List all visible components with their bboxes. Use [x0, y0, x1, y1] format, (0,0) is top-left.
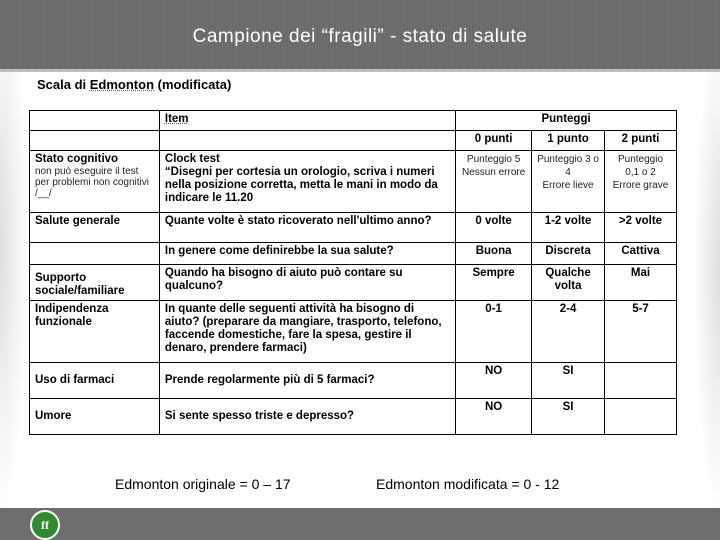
domain-cell: Uso di farmaci — [30, 363, 160, 399]
scale-title-name: Edmonton — [89, 77, 155, 92]
score-cell: 2-4 — [532, 301, 605, 363]
scores-header: Punteggi — [456, 111, 677, 131]
domain-cell — [30, 243, 160, 265]
scale-title-suffix: (modificata) — [154, 77, 232, 92]
score-cell — [605, 363, 677, 399]
item-cell: Quante volte è stato ricoverato nell'ultimo anno? — [159, 213, 455, 243]
header-divider — [0, 69, 720, 72]
score-cell: Sempre — [456, 265, 532, 301]
score-columns-row — [30, 131, 677, 151]
item-cell: In quante delle seguenti attività ha bisogno di aiuto? (preparare da mangiare, trasporto, telefono, faccende domestiche, fare la spesa, gestire il denaro, prendere farmaci) — [159, 301, 455, 363]
table-row — [30, 243, 677, 265]
item-cell: Clock test “Disegni per cortesia un orologio, scriva i numeri nella posizione corretta, metta le mani in modo da indicare le 11.20 — [159, 151, 455, 213]
score-cell: Cattiva — [605, 243, 677, 265]
domain-cell: Umore — [30, 399, 160, 435]
score-cell: NO — [456, 363, 532, 399]
table-row — [30, 399, 677, 435]
slide-header — [0, 0, 720, 72]
item-header: Item — [159, 111, 455, 131]
bottom-bar — [0, 508, 720, 540]
table-row — [30, 265, 677, 301]
score-cell: SI — [532, 399, 605, 435]
score-cell: NO — [456, 399, 532, 435]
score-cell: 0-1 — [456, 301, 532, 363]
scale-title — [37, 77, 231, 92]
table-row — [30, 151, 677, 213]
empty-cell — [159, 131, 455, 151]
item-cell: Prende regolarmente più di 5 farmaci? — [159, 363, 455, 399]
domain-cell: Salute generale — [30, 213, 160, 243]
domain-cell: Indipendenza funzionale — [30, 301, 160, 363]
domain-label: Stato cognitivo — [35, 153, 119, 165]
footer-original-range: Edmonton originale = 0 – 17 — [115, 476, 291, 492]
item-cell: Quando ha bisogno di aiuto può contare su qualcuno? — [159, 265, 455, 301]
score-cell — [605, 399, 677, 435]
scale-title-prefix: Scala di — [37, 77, 90, 92]
score-cell: >2 volte — [605, 213, 677, 243]
footer-modified-range: Edmonton modificata = 0 - 12 — [376, 476, 560, 492]
score-col-1: 1 punto — [532, 131, 605, 151]
item-cell: In genere come definirebbe la sua salute? — [159, 243, 455, 265]
score-cell: Mai — [605, 265, 677, 301]
score-col-2: 2 punti — [605, 131, 677, 151]
empty-corner-cell — [30, 111, 160, 131]
score-cell: Punteggio 0,1 o 2 Errore grave — [605, 151, 677, 213]
table-row — [30, 213, 677, 243]
slide-title: Campione dei “fragili” - stato di salute — [192, 26, 528, 47]
domain-note: non può eseguire il test per problemi non cognitivi /__/ — [35, 166, 149, 199]
empty-cell — [30, 131, 160, 151]
edmonton-scale-table — [29, 110, 677, 435]
score-cell: SI — [532, 363, 605, 399]
score-col-0: 0 punti — [456, 131, 532, 151]
item-cell: Si sente spesso triste e depresso? — [159, 399, 455, 435]
score-cell: Punteggio 5 Nessun errore — [456, 151, 532, 213]
score-cell: Discreta — [532, 243, 605, 265]
domain-cell: Supporto sociale/familiare — [30, 265, 160, 301]
score-cell: 1-2 volte — [532, 213, 605, 243]
domain-cell — [30, 151, 160, 213]
score-cell: Punteggio 3 o 4 Errore lieve — [532, 151, 605, 213]
score-cell: Qualche volta — [532, 265, 605, 301]
score-cell: Buona — [456, 243, 532, 265]
logo-icon: ff — [30, 510, 60, 540]
left-decoration — [0, 72, 28, 512]
table-header-row — [30, 111, 677, 131]
table-row — [30, 301, 677, 363]
right-decoration — [694, 72, 720, 512]
score-cell: 5-7 — [605, 301, 677, 363]
score-cell: 0 volte — [456, 213, 532, 243]
table-row — [30, 363, 677, 399]
